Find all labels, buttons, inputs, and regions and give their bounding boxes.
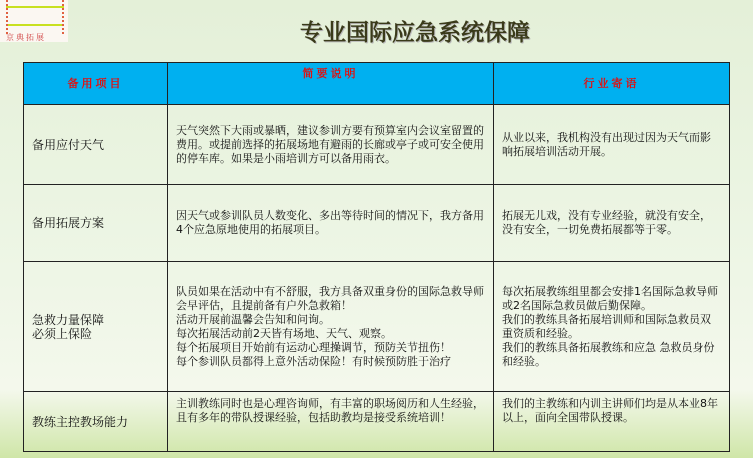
page-title: 专业国际应急系统保障	[300, 20, 530, 46]
header-description: 简要说明	[168, 63, 494, 105]
cell-text: 教练主控教场能力	[32, 414, 129, 429]
table-row	[24, 392, 730, 452]
message-cell	[494, 392, 730, 452]
cell-text: 拓展无儿戏，没有专业经验，就没有安全，没有安全，一切免费拓展都等于零。	[502, 209, 711, 236]
table-row	[24, 185, 730, 262]
table-row	[24, 262, 730, 392]
message-cell	[494, 105, 730, 185]
cell-text: 队员如果在活动中有不舒服，我方具备双重身份的国际急救导师会早评估，且提前备有户外急救箱！	[176, 284, 484, 312]
cell-text: 每个拓展项目开始前有运动心理操调节，预防关节扭伤！	[176, 340, 451, 354]
cell-text: 天气突然下大雨或暴晒，建议参训方要有预算室内会议室留置的费用。或提前选择的拓展场地有避雨的长廊或亭子或可安全使用的停车库。如果是小雨培训方可以备用雨衣。	[176, 123, 484, 165]
logo-text: 京典拓展	[6, 33, 46, 42]
table-header-row	[24, 63, 730, 105]
cell-text: 我们的教练具备拓展培训师和国际急救员双重资质和经验。	[502, 312, 711, 340]
message-cell	[494, 185, 730, 262]
cell-text: 主训教练同时也是心理咨询师，有丰富的职场阅历和人生经验，且有多年的带队授课经验，包括助教均是接受系统培训！	[176, 397, 484, 424]
cell-text: 每次拓展活动前2天皆有场地、天气、观察。	[176, 326, 392, 340]
table-row	[24, 105, 730, 185]
item-cell	[24, 392, 168, 452]
cell-text: 活动开展前温馨会告知和问询。	[176, 312, 330, 326]
message-cell	[494, 262, 730, 392]
header-item: 备用项目	[24, 63, 168, 105]
description-cell	[168, 185, 494, 262]
description-cell	[168, 392, 494, 452]
guarantee-table	[23, 62, 730, 452]
cell-text: 必须上保险	[32, 326, 93, 341]
item-cell	[24, 262, 168, 392]
cell-text: 每个参训队员都得上意外活动保险！有时候预防胜于治疗	[176, 354, 451, 368]
item-cell	[24, 105, 168, 185]
item-cell	[24, 185, 168, 262]
header-message: 行业寄语	[494, 63, 730, 105]
company-logo	[0, 0, 68, 42]
cell-text: 我们的教练具备拓展教练和应急 急救员身份和经验。	[502, 340, 715, 368]
cell-text: 急救力量保障	[32, 312, 105, 327]
cell-text: 我们的主教练和内训主讲师们均是从本业8年以上，面向全国带队授课。	[502, 397, 718, 424]
cell-text: 备用应付天气	[32, 137, 105, 152]
cell-text: 备用拓展方案	[32, 216, 105, 230]
description-cell	[168, 262, 494, 392]
cell-text: 从业以来，我机构没有出现过因为天气而影响拓展培训活动开展。	[502, 130, 711, 158]
cell-text: 因天气或参训队员人数变化、多出等待时间的情况下，我方备用4个应急原地使用的拓展项目。	[176, 209, 484, 236]
cell-text: 每次拓展教练组里都会安排1名国际急救导师或2名国际急救员做后勤保障。	[502, 284, 718, 312]
description-cell	[168, 105, 494, 185]
